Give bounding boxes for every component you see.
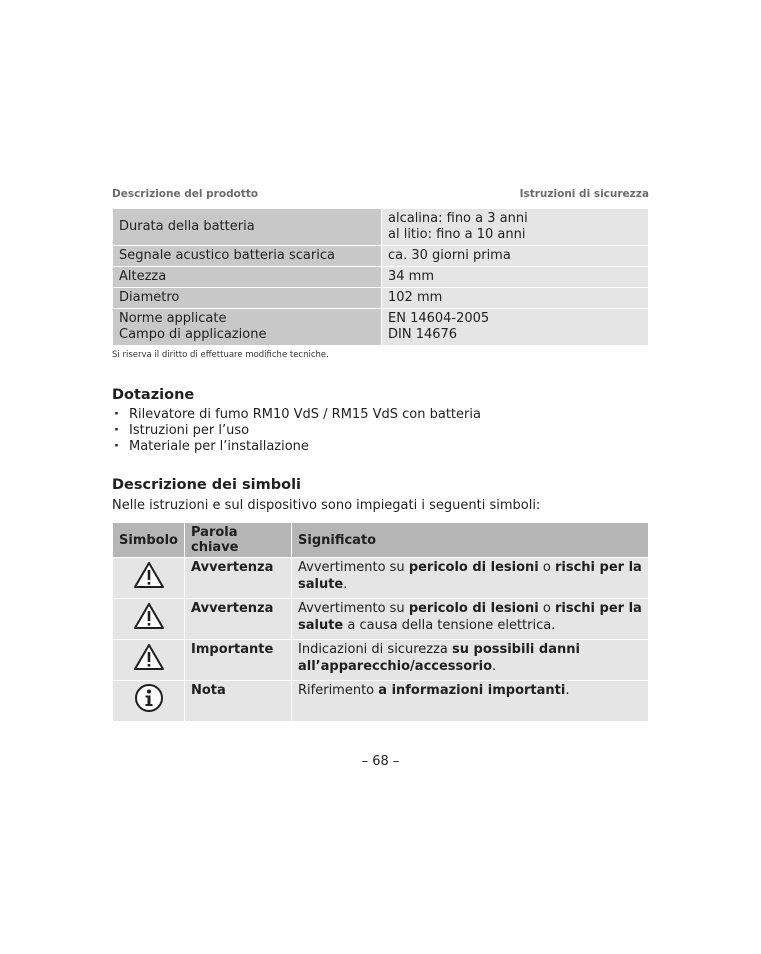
keyword-cell: Nota xyxy=(185,681,292,722)
running-header xyxy=(112,188,649,204)
table-row xyxy=(113,267,649,288)
table-row xyxy=(113,681,649,722)
symbol-cell xyxy=(113,558,185,599)
meaning-text: o xyxy=(538,560,555,575)
text-line: 102 mm xyxy=(388,290,443,305)
spec-value xyxy=(382,246,649,267)
text-line: alcalina: fino a 3 anni xyxy=(388,211,528,226)
meaning-text: . xyxy=(343,576,348,592)
manual-page xyxy=(112,188,649,722)
technical-changes-note: Si riserva il diritto di effettuare modifiche tecniche. xyxy=(112,350,329,360)
header-section-left: Descrizione del prodotto xyxy=(112,188,259,200)
table-row xyxy=(113,599,649,640)
spec-label xyxy=(113,246,382,267)
spec-label xyxy=(113,209,382,246)
page-number: – 68 – xyxy=(361,754,400,769)
text-line: Altezza xyxy=(119,269,167,284)
spec-label xyxy=(113,288,382,309)
dotazione-list xyxy=(112,407,649,455)
meaning-cell xyxy=(292,558,649,599)
symbol-cell xyxy=(113,681,185,722)
meaning-emphasis: pericolo di lesioni xyxy=(408,560,539,575)
dotazione-heading: Dotazione xyxy=(112,387,195,403)
meaning-emphasis: su possibili danni all’apparecchio/accessorio xyxy=(298,642,580,674)
keyword-cell: Avvertenza xyxy=(185,599,292,640)
spec-value xyxy=(382,309,649,346)
meaning-text: Riferimento xyxy=(298,683,379,698)
symbol-cell xyxy=(113,640,185,681)
meaning-emphasis: rischi per la salute xyxy=(298,601,642,633)
text-line: Durata della batteria xyxy=(119,219,255,234)
list-item: · Istruzioni per l’uso xyxy=(112,423,649,439)
meaning-cell xyxy=(292,599,649,640)
text-line: 34 mm xyxy=(388,269,435,284)
meaning-text: Indicazioni di sicurezza xyxy=(298,642,452,657)
specs-table xyxy=(112,208,649,346)
table-row xyxy=(113,558,649,599)
column-header-meaning: Significato xyxy=(292,523,649,558)
warning-triangle-icon xyxy=(133,661,165,676)
column-header-keyword: Parola chiave xyxy=(185,523,292,558)
text-line: Campo di applicazione xyxy=(119,327,267,342)
table-row xyxy=(113,288,649,309)
warning-triangle-icon xyxy=(133,579,165,594)
text-line: Diametro xyxy=(119,290,180,305)
keyword-cell: Importante xyxy=(185,640,292,681)
table-row xyxy=(113,309,649,346)
symbols-table-header xyxy=(113,523,649,558)
column-header-symbol: Simbolo xyxy=(113,523,185,558)
meaning-text: Avvertimento su xyxy=(298,601,409,616)
meaning-text: a causa della tensione elettrica. xyxy=(343,617,556,633)
spec-value xyxy=(382,267,649,288)
symbols-table xyxy=(112,522,649,722)
table-row xyxy=(113,246,649,267)
text-line: ca. 30 giorni prima xyxy=(388,248,511,263)
list-item: · Rilevatore di fumo RM10 VdS / RM15 VdS con batteria xyxy=(112,407,649,423)
header-section-right: Istruzioni di sicurezza xyxy=(519,188,649,200)
info-circle-icon xyxy=(133,703,165,718)
simboli-heading: Descrizione dei simboli xyxy=(112,477,302,493)
spec-value xyxy=(382,209,649,246)
table-row xyxy=(113,640,649,681)
spec-label xyxy=(113,309,382,346)
meaning-cell xyxy=(292,640,649,681)
meaning-emphasis: a informazioni importanti xyxy=(378,683,566,698)
text-line: Norme applicate xyxy=(119,311,227,326)
spec-label xyxy=(113,267,382,288)
meaning-text: o xyxy=(538,601,555,616)
meaning-text: Avvertimento su xyxy=(298,560,409,575)
text-line: al litio: fino a 10 anni xyxy=(388,227,526,242)
text-line: EN 14604-2005 xyxy=(388,311,490,326)
meaning-text: . xyxy=(492,658,497,674)
keyword-cell: Avvertenza xyxy=(185,558,292,599)
table-row xyxy=(113,209,649,246)
simboli-intro: Nelle istruzioni e sul dispositivo sono impiegati i seguenti simboli: xyxy=(112,498,541,513)
text-line: Segnale acustico batteria scarica xyxy=(119,248,335,263)
list-item: · Materiale per l’installazione xyxy=(112,439,649,455)
meaning-cell xyxy=(292,681,649,722)
warning-triangle-icon xyxy=(133,620,165,635)
spec-value xyxy=(382,288,649,309)
text-line: DIN 14676 xyxy=(388,327,458,342)
meaning-emphasis: pericolo di lesioni xyxy=(408,601,539,616)
symbol-cell xyxy=(113,599,185,640)
meaning-text: . xyxy=(565,683,570,698)
meaning-emphasis: rischi per la salute xyxy=(298,560,642,592)
